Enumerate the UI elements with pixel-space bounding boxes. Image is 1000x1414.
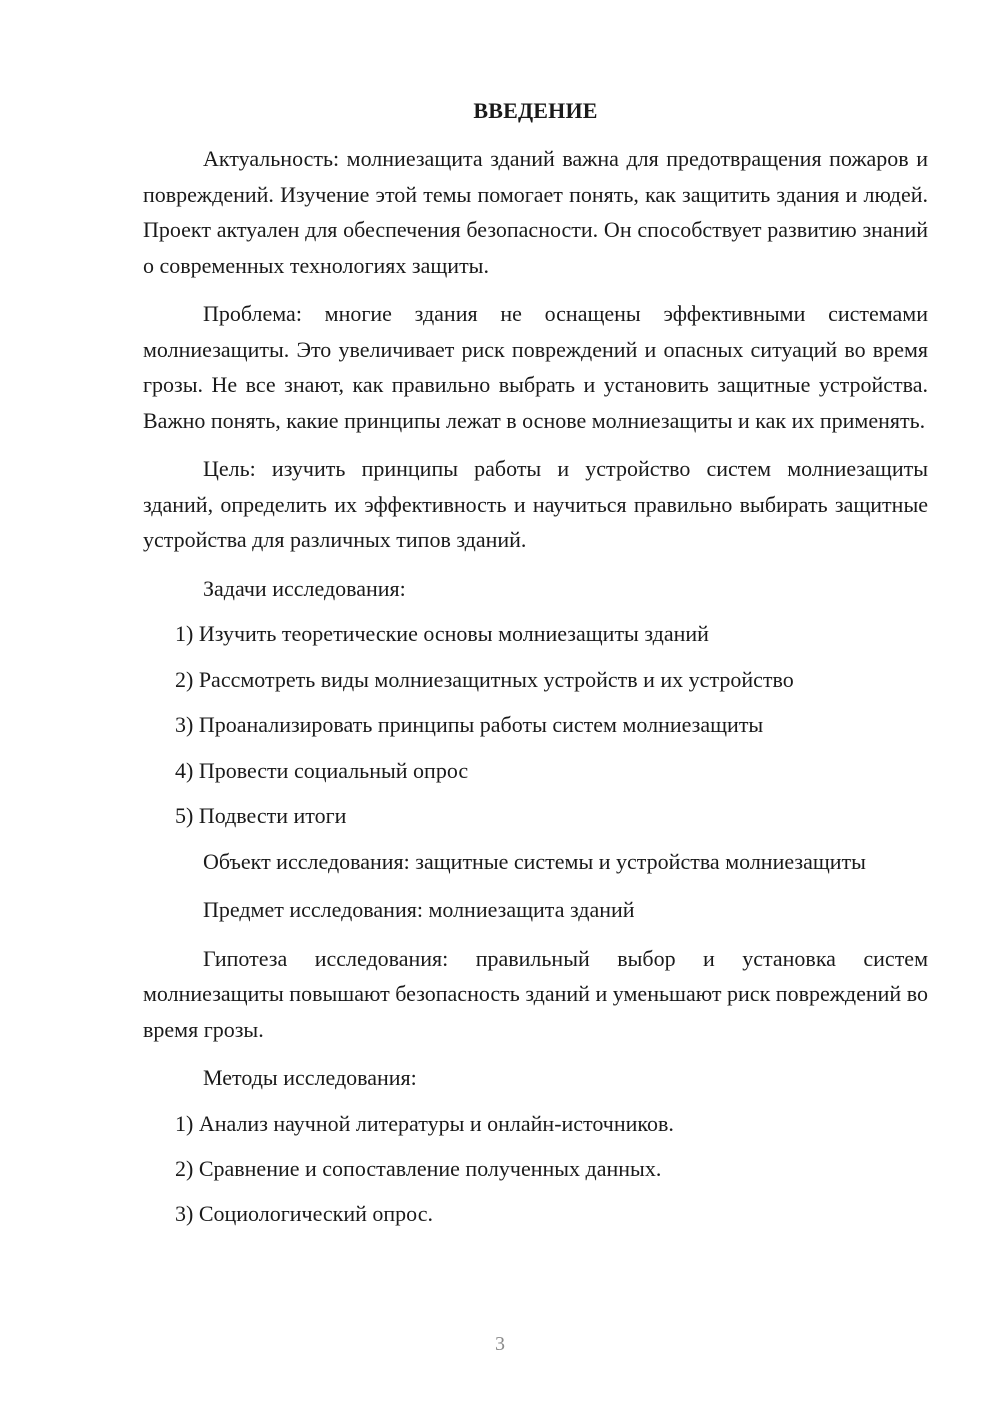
document-title: ВВЕДЕНИЕ [473, 98, 598, 123]
task-item: 4) Провести социальный опрос [175, 757, 469, 783]
object-paragraph: Объект исследования: защитные системы и устройства молниезащиты [203, 848, 866, 874]
method-item: 2) Сравнение и сопоставление полученных данных. [175, 1155, 662, 1181]
page-number: 3 [495, 1333, 505, 1355]
task-item: 3) Проанализировать принципы работы систем молниезащиты [175, 712, 764, 737]
goal-paragraph: Цель: изучить принципы работы и устройство систем молниезащиты зданий, определить их эффективность и научиться правильно выбирать защитные устройства для различных типов зданий. [143, 456, 928, 552]
task-item: 2) Рассмотреть виды молниезащитных устройств и их устройство [175, 666, 794, 692]
problem-paragraph: Проблема: многие здания не оснащены эффективными системами молниезащиты. Это увеличивает риск повреждений и опасных ситуаций во время грозы. Не все знают, как правильно выбрать и установить защитные устройства. Важно понять, какие принципы лежат в основе молниезащиты и как их применять. [143, 301, 928, 433]
task-item: 1) Изучить теоретические основы молниезащиты зданий [175, 621, 709, 646]
tasks-heading: Задачи исследования: [203, 575, 406, 601]
tasks-list [143, 616, 928, 834]
document-page [143, 95, 928, 1241]
method-item: 1) Анализ научной литературы и онлайн-источников. [175, 1110, 674, 1136]
relevance-paragraph: Актуальность: молниезащита зданий важна для предотвращения пожаров и повреждений. Изучение этой темы помогает понять, как защитить здания и людей. Проект актуален для обеспечения безопасности. Он способствует развитию знаний о современных технологиях защиты. [143, 146, 928, 278]
methods-heading: Методы исследования: [203, 1065, 417, 1090]
method-item: 3) Социологический опрос. [175, 1200, 433, 1226]
hypothesis-paragraph: Гипотеза исследования: правильный выбор и установка систем молниезащиты повышают безопасность зданий и уменьшают риск повреждений во время грозы. [143, 945, 928, 1042]
subject-paragraph: Предмет исследования: молниезащита зданий [203, 897, 635, 922]
methods-list [143, 1106, 928, 1232]
task-item: 5) Подвести итоги [175, 803, 347, 828]
